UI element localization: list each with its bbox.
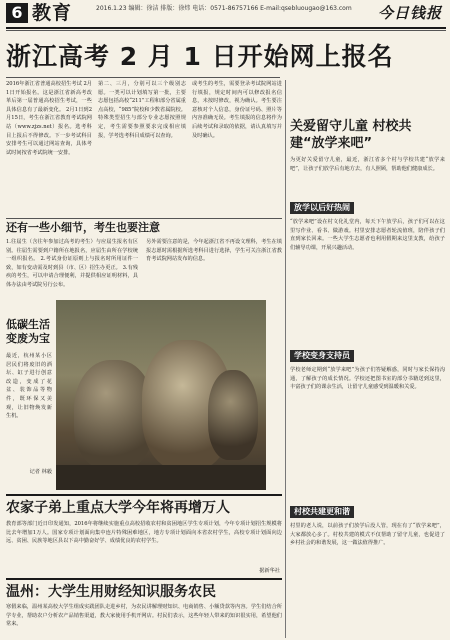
photo-credit: 记者 林毅: [29, 469, 52, 475]
farmer-rule: [6, 494, 282, 496]
lead-rule: [6, 77, 280, 78]
wenzhou-headline: 温州：大学生用财经知识服务农民: [6, 584, 216, 600]
sub-rule: [6, 218, 282, 219]
wenzhou-rule: [6, 578, 282, 580]
header-rule: [6, 27, 446, 29]
sidebar-intro: 为更好关爱留守儿童，最近，浙江省多个村与学校共建“放学来吧”，让孩子们放学后有地方去，有人照顾，帮助他们健康成长。: [290, 157, 445, 172]
header-hairline: [6, 30, 446, 31]
sidebar-section-2-body: 学校老师定期到“放学来吧”为孩子们答疑解惑，同时与家长保持沟通，了解孩子的成长情况。学校还把图书室的部分书籍送到这里，丰富孩子们的课余生活，让留守儿童感受到温暖和关爱。: [290, 367, 445, 391]
sidebar-section-1-head: 放学以后好热闹: [290, 202, 354, 214]
jar-right: [208, 370, 258, 460]
sidebar-section-2-head: 学校变身支持员: [290, 350, 354, 362]
sidebar-section-3-head: 村校共建更和谐: [290, 506, 354, 518]
sub-article-title: 还有一些小细节，考生也要注意: [6, 221, 160, 234]
lead-col-2: 第二、三月，分别可以三个级别志愿。一类可以计划填写第一批，主要志愿包括高校“211”工程和部分省属重点高校，“985”院校和少数省属院校。特殊类型招生与部分专业志愿按照规定，考生需要参照要求完成相应填报，学考选考科目成绩可以查询。: [98, 81, 186, 139]
date-line: 2016.1.23 编辑：徐洁 排版：徐炜 电话：0571-86757166 E-mail:qsebluougao@163.com: [96, 5, 352, 12]
photo-caption: 最近，杭州某小区居民们将废旧的酒坛、缸子进行创意改造，变成了花盆、装饰品等物件，既环保又美观，让旧物焕发新生机。: [6, 353, 52, 420]
paper-name: 今日钱报: [377, 4, 442, 22]
farmer-headline: 农家子弟上重点大学今年将再增万人: [6, 500, 230, 516]
sidebar-title: 关爱留守儿童 村校共建“放学来吧”: [290, 119, 412, 151]
sidebar-section-1-body: “放学来吧”设在村文化礼堂内，每天下午放学后，孩子们可以在这里写作业、看书、做游戏。村里安排志愿者轮流值班，陪伴孩子们直到家长回来。一些大学生志愿者也利用假期来这里支教，给孩子们辅导功课，开展兴趣活动。: [290, 219, 445, 251]
sub-article-body: 1.往届生（含往年参加过高考的考生）与应届生报名有区别。往届生需要到户籍所在地报名，应届生由所在学校统一组织报名。 2.考试身份证原则上与报名时所用证件一致，如有变动需及时到县（市、区）招生办更正。 3.有残疾的考生，可以申请合理便利，并提供相应证明材料，具体办法由考试院另行公布。: [6, 239, 138, 288]
news-photo: [56, 300, 266, 490]
farmer-body: 教育部等部门近日印发通知，2016年将继续实施重点高校招收农村和贫困地区学生专项计划，今年专项计划招生规模将比去年增加1万人。国家专项计划面向集中连片特殊困难地区，地方专项计划面向本省农村学生，高校专项计划面向边远、贫困、民族等地区县以下高中勤奋好学、成绩优良的农村学生。: [6, 521, 282, 545]
photo-ground: [56, 465, 266, 490]
sidebar-section-3-body: 村里的老人说，以前孩子们放学后没人管，现在有了“放学来吧”，大家都放心多了。村校共建的模式不仅帮助了留守儿童，也促进了乡村社会的和谐发展，这一做法值得推广。: [290, 523, 445, 547]
photo-caption-head: 低碳生活变废为宝: [6, 318, 50, 345]
farmer-credit: 据新华社: [259, 568, 280, 574]
column-divider: [285, 80, 286, 638]
page-number: 6: [6, 3, 28, 23]
lead-col-3: 或考生的考生，需要登录考试院网站进行填报，规定时间内可以修改报名信息，未按时修改，视为确认。考生要注意核对个人信息，身份证号码、照片等内容准确无误。考生填报的信息将作为后续考试和录取的依据，请认真填写并及时确认。: [192, 81, 282, 139]
lead-headline: 浙江高考 2 月 1 日开始网上报名: [6, 42, 394, 71]
wenzhou-body: 寒假来临，温州某高校大学生组成实践团队走进乡村，为农民讲解理财知识、电商销售、小额贷款等内容。学生们结合所学专业，帮助农户分析农产品销售渠道，教大家使用手机开网店。村民们表示，这些年轻人带来的知识很实用，希望他们常来。: [6, 604, 282, 628]
sub-article-body-2: 另外需要注意的是，今年起浙江省不再设文理科，考生在填报志愿时需根据所选考科目进行选择，学生可关注浙江省教育考试院网站发布的信息。: [146, 239, 282, 263]
section-title: 教育: [32, 2, 73, 24]
lead-col-1: 2016年浙江省普通高校招生考试 2月1日开始报名。这是浙江省新高考改革后第一届普通高校招生考试，一些具体信息有了最新变化。 2月1日到2月15日，考生在浙江省教育考试院网站（www.zjzs.net）报名。选考科目上报后不得修改。下一步考试科目安排考生可以通过网站查询，具体考试时间按省考试院统一安排。: [6, 81, 92, 156]
